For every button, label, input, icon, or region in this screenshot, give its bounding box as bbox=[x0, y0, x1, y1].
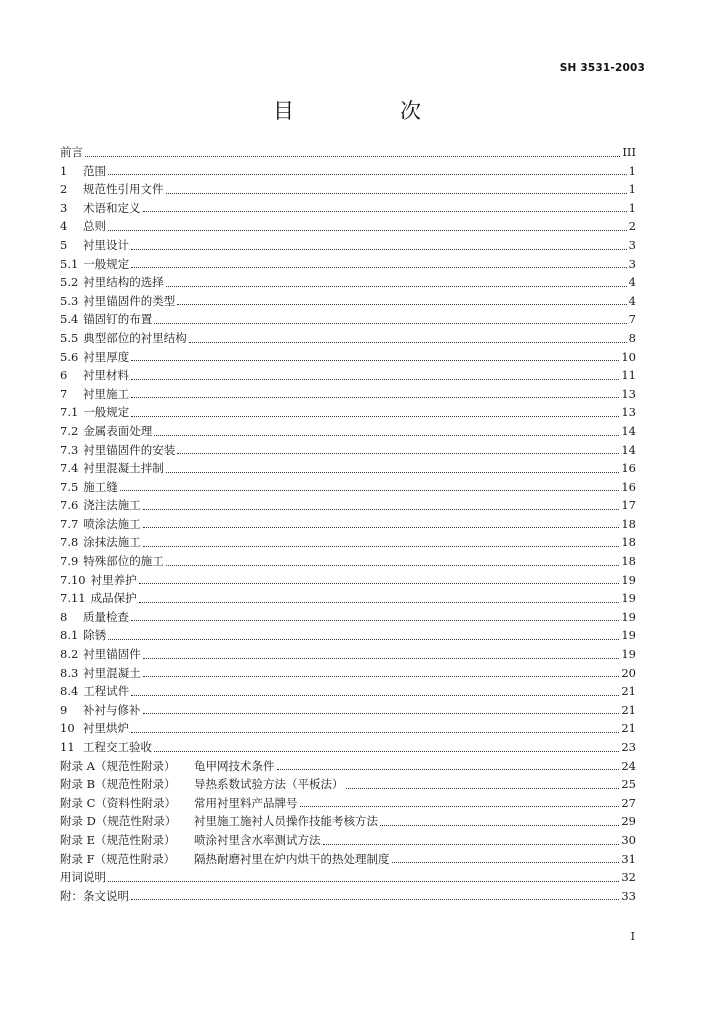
toc-entry-number: 8 bbox=[60, 609, 68, 624]
toc-dot-leader bbox=[166, 565, 620, 566]
toc-entry-page: 24 bbox=[621, 758, 636, 773]
toc-entry-title: 衬里烘炉 bbox=[83, 721, 129, 736]
toc-entry-number: 7.6 bbox=[60, 498, 79, 513]
toc-entry-title: 补衬与修补 bbox=[83, 702, 141, 717]
toc-entry-page: 32 bbox=[621, 870, 636, 885]
toc-entry-title: 典型部位的衬里结构 bbox=[83, 330, 187, 345]
toc-dot-leader bbox=[108, 881, 619, 882]
toc-entry-page: 2 bbox=[628, 219, 636, 234]
toc-dot-leader bbox=[120, 490, 620, 491]
toc-dot-leader bbox=[143, 527, 620, 528]
toc-entry-title: 喷涂衬里含水率测试方法 bbox=[194, 832, 321, 847]
page-title-char-2: 次 bbox=[400, 99, 421, 123]
toc-entry-number: 8.2 bbox=[60, 647, 79, 662]
toc-entry-page: 1 bbox=[628, 200, 636, 215]
toc-entry-page: 21 bbox=[621, 702, 636, 717]
toc-entry-page: 18 bbox=[621, 535, 636, 550]
toc-entry bbox=[60, 775, 636, 794]
toc-entry-number: 7.3 bbox=[60, 442, 79, 457]
toc-entry-page: 4 bbox=[628, 293, 636, 308]
toc-entry-number: 5.5 bbox=[60, 330, 79, 345]
toc-entry-title: 术语和定义 bbox=[83, 200, 141, 215]
toc-entry-title: 衬里厚度 bbox=[83, 349, 130, 364]
toc-entry bbox=[60, 180, 636, 199]
toc-entry-number: 9 bbox=[60, 702, 68, 717]
toc-entry-page: 20 bbox=[621, 665, 636, 680]
toc-entry-page: 17 bbox=[621, 498, 636, 513]
toc-entry-number: 3 bbox=[60, 200, 68, 215]
toc-entry-number: 5.3 bbox=[60, 293, 79, 308]
toc-entry-title: 锚固钉的布置 bbox=[83, 312, 153, 327]
toc-entry-number: 附录 E（规范性附录） bbox=[60, 832, 176, 847]
toc-entry-page: 19 bbox=[621, 591, 636, 606]
toc-entry-number: 4 bbox=[60, 219, 68, 234]
toc-entry-page: 19 bbox=[621, 572, 636, 587]
toc-entry-title: 喷涂法施工 bbox=[83, 516, 141, 531]
toc-entry-title: 成品保护 bbox=[90, 591, 137, 606]
toc-entry-page: 19 bbox=[621, 628, 636, 643]
toc-entry bbox=[60, 236, 636, 255]
toc-entry bbox=[60, 682, 636, 701]
toc-entry-title: 前言 bbox=[60, 145, 83, 159]
toc-entry-number: 7.1 bbox=[60, 405, 79, 420]
toc-entry-title: 隔热耐磨衬里在炉内烘干的热处理制度 bbox=[194, 851, 390, 866]
toc-entry-title: 衬里混凝土 bbox=[83, 665, 141, 680]
toc-entry-title: 一般规定 bbox=[83, 256, 130, 271]
toc-entry bbox=[60, 719, 636, 738]
toc-entry bbox=[60, 645, 636, 664]
toc-entry-page: 18 bbox=[621, 516, 636, 531]
toc-dot-leader bbox=[143, 658, 620, 659]
toc-entry bbox=[60, 366, 636, 385]
toc-entry-number: 5.1 bbox=[60, 256, 79, 271]
toc-entry-title: 衬里混凝土拌制 bbox=[83, 461, 164, 476]
toc-entry-page: 8 bbox=[628, 330, 636, 345]
toc-entry-number: 7.2 bbox=[60, 423, 79, 438]
toc-dot-leader bbox=[177, 453, 619, 454]
toc-entry-page: 33 bbox=[621, 888, 636, 903]
toc-entry-title: 衬里锚固件的安装 bbox=[83, 442, 176, 457]
toc-entry-title: 特殊部位的施工 bbox=[83, 554, 164, 569]
toc-dot-leader bbox=[131, 397, 619, 398]
toc-entry bbox=[60, 478, 636, 497]
toc-entry-title: 质量检查 bbox=[83, 609, 129, 624]
toc-entry-title: 龟甲网技术条件 bbox=[194, 758, 275, 773]
toc-entry-page: 1 bbox=[628, 182, 636, 197]
toc-entry-title: 工程试件 bbox=[83, 684, 130, 699]
toc-entry-title: 衬里锚固件的类型 bbox=[83, 293, 176, 308]
toc-entry-title: 衬里养护 bbox=[90, 572, 137, 587]
toc-entry-title: 衬里设计 bbox=[83, 237, 129, 252]
toc-dot-leader bbox=[131, 695, 619, 696]
toc-entry bbox=[60, 831, 636, 850]
toc-entry-page: 10 bbox=[621, 349, 636, 364]
toc-entry bbox=[60, 199, 636, 218]
toc-entry bbox=[60, 738, 636, 757]
toc-entry bbox=[60, 496, 636, 515]
page-number: I bbox=[630, 930, 635, 943]
toc-entry-page: III bbox=[622, 145, 636, 159]
toc-dot-leader bbox=[189, 342, 627, 343]
toc-entry-number: 2 bbox=[60, 182, 68, 197]
toc-entry-number: 附录 D（规范性附录） bbox=[60, 814, 177, 829]
table-of-contents bbox=[60, 143, 636, 905]
toc-entry-number: 8.3 bbox=[60, 665, 79, 680]
toc-dot-leader bbox=[85, 156, 620, 157]
toc-entry-number: 7.10 bbox=[60, 572, 86, 587]
toc-entry-number: 8.4 bbox=[60, 684, 79, 699]
toc-entry bbox=[60, 552, 636, 571]
toc-entry-title: 一般规定 bbox=[83, 405, 130, 420]
toc-entry bbox=[60, 757, 636, 776]
toc-entry-page: 13 bbox=[621, 405, 636, 420]
toc-dot-leader bbox=[143, 546, 620, 547]
toc-dot-leader bbox=[143, 509, 620, 510]
toc-entry bbox=[60, 626, 636, 645]
toc-dot-leader bbox=[131, 620, 619, 621]
toc-entry bbox=[60, 850, 636, 869]
toc-entry-page: 11 bbox=[621, 368, 636, 383]
toc-dot-leader bbox=[154, 751, 619, 752]
toc-entry-number: 7.5 bbox=[60, 479, 79, 494]
toc-entry bbox=[60, 887, 636, 906]
toc-entry-page: 1 bbox=[628, 163, 636, 178]
toc-entry bbox=[60, 589, 636, 608]
toc-entry-number: 11 bbox=[60, 740, 75, 754]
toc-dot-leader bbox=[166, 193, 627, 194]
toc-dot-leader bbox=[380, 825, 619, 826]
toc-entry-title: 常用衬里料产品牌号 bbox=[194, 795, 298, 810]
toc-entry-page: 19 bbox=[621, 609, 636, 624]
toc-dot-leader bbox=[392, 862, 620, 863]
toc-entry-number: 5.4 bbox=[60, 312, 79, 327]
toc-dot-leader bbox=[154, 435, 619, 436]
toc-entry-page: 27 bbox=[621, 795, 636, 810]
toc-dot-leader bbox=[166, 472, 620, 473]
toc-entry bbox=[60, 255, 636, 274]
toc-entry bbox=[60, 812, 636, 831]
toc-entry bbox=[60, 385, 636, 404]
toc-dot-leader bbox=[131, 732, 619, 733]
toc-entry-title: 总则 bbox=[83, 219, 106, 234]
toc-entry bbox=[60, 292, 636, 311]
toc-entry-page: 23 bbox=[621, 740, 636, 754]
toc-dot-leader bbox=[131, 249, 627, 250]
toc-entry bbox=[60, 533, 636, 552]
toc-entry bbox=[60, 868, 636, 887]
toc-entry bbox=[60, 348, 636, 367]
toc-dot-leader bbox=[166, 286, 627, 287]
toc-entry-number: 附录 C（资料性附录） bbox=[60, 795, 176, 810]
toc-entry-number: 7.8 bbox=[60, 535, 79, 550]
toc-dot-leader bbox=[139, 602, 620, 603]
toc-entry bbox=[60, 162, 636, 181]
toc-dot-leader bbox=[143, 676, 620, 677]
toc-entry-title: 导热系数试验方法（平板法） bbox=[194, 777, 344, 792]
toc-entry-title: 衬里施工施衬人员操作技能考核方法 bbox=[194, 814, 378, 829]
toc-entry-number: 5.2 bbox=[60, 275, 79, 290]
toc-entry-page: 21 bbox=[621, 721, 636, 736]
toc-entry-page: 21 bbox=[621, 684, 636, 699]
document-code: SH 3531-2003 bbox=[559, 62, 645, 74]
toc-dot-leader bbox=[108, 230, 627, 231]
toc-entry bbox=[60, 441, 636, 460]
toc-dot-leader bbox=[143, 211, 627, 212]
toc-entry-title: 用词说明 bbox=[60, 870, 106, 885]
toc-entry bbox=[60, 422, 636, 441]
toc-dot-leader bbox=[154, 323, 626, 324]
toc-entry bbox=[60, 329, 636, 348]
toc-dot-leader bbox=[277, 769, 620, 770]
toc-entry-number: 7.4 bbox=[60, 461, 79, 476]
toc-entry-page: 14 bbox=[621, 423, 636, 438]
toc-dot-leader bbox=[323, 844, 620, 845]
toc-dot-leader bbox=[108, 174, 627, 175]
toc-entry bbox=[60, 571, 636, 590]
toc-entry bbox=[60, 403, 636, 422]
toc-entry-title: 规范性引用文件 bbox=[83, 182, 164, 197]
toc-entry-title: 施工缝 bbox=[83, 479, 118, 494]
toc-entry-number: 10 bbox=[60, 721, 75, 736]
toc-dot-leader bbox=[346, 788, 620, 789]
toc-entry-title: 金属表面处理 bbox=[83, 423, 153, 438]
toc-entry-number: 7 bbox=[60, 386, 68, 401]
toc-entry bbox=[60, 310, 636, 329]
toc-entry-title: 衬里材料 bbox=[83, 368, 129, 383]
toc-dot-leader bbox=[131, 416, 619, 417]
toc-entry bbox=[60, 459, 636, 478]
toc-dot-leader bbox=[131, 899, 619, 900]
toc-entry-number: 附录 F（规范性附录） bbox=[60, 851, 176, 866]
toc-entry-title: 除锈 bbox=[83, 628, 107, 643]
toc-dot-leader bbox=[177, 304, 626, 305]
toc-entry-number: 7.7 bbox=[60, 516, 79, 531]
toc-entry-page: 13 bbox=[621, 386, 636, 401]
toc-dot-leader bbox=[108, 639, 619, 640]
toc-entry-title: 浇注法施工 bbox=[83, 498, 141, 513]
toc-entry-number: 5 bbox=[60, 237, 68, 252]
toc-entry-number: 附录 B（规范性附录） bbox=[60, 777, 176, 792]
toc-entry-page: 3 bbox=[628, 237, 636, 252]
toc-entry-page: 16 bbox=[621, 461, 636, 476]
toc-entry bbox=[60, 608, 636, 627]
toc-entry-title: 工程交工验收 bbox=[83, 740, 152, 754]
toc-entry-page: 31 bbox=[621, 851, 636, 866]
toc-dot-leader bbox=[131, 360, 619, 361]
toc-dot-leader bbox=[300, 806, 620, 807]
toc-entry-page: 3 bbox=[628, 256, 636, 271]
toc-dot-leader bbox=[131, 267, 626, 268]
toc-entry-page: 29 bbox=[621, 814, 636, 829]
toc-entry-page: 30 bbox=[621, 832, 636, 847]
toc-entry-page: 4 bbox=[628, 275, 636, 290]
toc-entry-number: 5.6 bbox=[60, 349, 79, 364]
toc-entry-page: 19 bbox=[621, 647, 636, 662]
toc-entry-number: 8.1 bbox=[60, 628, 79, 643]
toc-entry-title: 衬里锚固件 bbox=[83, 647, 141, 662]
page-title-char-1: 目 bbox=[273, 99, 294, 123]
toc-entry-number: 6 bbox=[60, 368, 68, 383]
toc-entry-page: 25 bbox=[621, 777, 636, 792]
toc-dot-leader bbox=[139, 583, 620, 584]
toc-entry-number: 1 bbox=[60, 163, 68, 178]
toc-entry bbox=[60, 143, 636, 162]
toc-entry bbox=[60, 701, 636, 720]
toc-entry-number: 7.11 bbox=[60, 591, 86, 606]
toc-entry-title: 范围 bbox=[83, 163, 106, 178]
toc-entry bbox=[60, 515, 636, 534]
toc-entry-page: 18 bbox=[621, 554, 636, 569]
toc-entry bbox=[60, 273, 636, 292]
toc-dot-leader bbox=[143, 713, 620, 714]
toc-entry bbox=[60, 794, 636, 813]
toc-entry-number: 附录 A（规范性附录） bbox=[60, 758, 176, 773]
toc-entry-page: 7 bbox=[628, 312, 636, 327]
toc-dot-leader bbox=[131, 379, 619, 380]
toc-entry-title: 涂抹法施工 bbox=[83, 535, 141, 550]
toc-entry-title: 衬里结构的选择 bbox=[83, 275, 164, 290]
toc-entry-title: 附：条文说明 bbox=[60, 888, 129, 903]
toc-entry bbox=[60, 664, 636, 683]
toc-entry-page: 14 bbox=[621, 442, 636, 457]
toc-entry bbox=[60, 217, 636, 236]
toc-entry-number: 7.9 bbox=[60, 554, 79, 569]
toc-entry-title: 衬里施工 bbox=[83, 386, 129, 401]
toc-entry-page: 16 bbox=[621, 479, 636, 494]
